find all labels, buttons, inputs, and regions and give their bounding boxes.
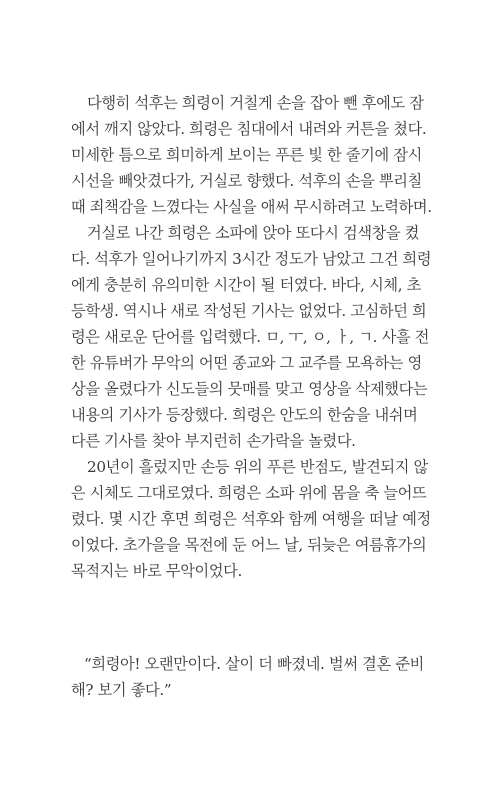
- dialogue-line-2: 해? 보기 좋다.”: [71, 681, 172, 699]
- paragraph-2-line-3: 에게 충분히 유의미한 시간이 될 터였다. 바다, 시체, 초: [71, 276, 421, 294]
- paragraph-3-line-5: 목적지는 바로 무악이었다.: [71, 562, 242, 580]
- paragraph-2-line-2: 다. 석후가 일어나기까지 3시간 정도가 남았고 그건 희령: [71, 250, 432, 268]
- paragraph-2-line-1: 거실로 나간 희령은 소파에 앉아 또다시 검색창을 켰: [87, 224, 420, 242]
- paragraph-2-line-6: 한 유튜버가 무악의 어떤 종교와 그 교주를 모욕하는 영: [71, 354, 422, 372]
- paragraph-1-line-1: 다행히 석후는 희령이 거칠게 손을 잡아 뺀 후에도 잠: [87, 94, 424, 112]
- paragraph-1-line-5: 때 죄책감을 느꼈다는 사실을 애써 무시하려고 노력하며.: [71, 198, 432, 216]
- paragraph-3-line-3: 렸다. 몇 시간 후면 희령은 석후와 함께 여행을 떠날 예정: [71, 510, 431, 528]
- paragraph-2-line-5: 령은 새로운 단어를 입력했다. ㅁ, ㅜ, ㅇ, ㅏ, ㄱ. 사흘 전: [71, 328, 430, 346]
- paragraph-2-line-4: 등학생. 역시나 새로 작성된 기사는 없었다. 고심하던 희: [71, 302, 427, 320]
- paragraph-2-line-9: 다른 기사를 찾아 부지런히 손가락을 놀렸다.: [71, 432, 356, 450]
- paragraph-3-line-4: 이었다. 초가을을 목전에 둔 어느 날, 뒤늦은 여름휴가의: [71, 536, 427, 554]
- dialogue-line-1: “희령아! 오랜만이다. 살이 더 빠졌네. 벌써 결혼 준비: [84, 655, 424, 673]
- paragraph-2-line-7: 상을 올렸다가 신도들의 뭇매를 맞고 영상을 삭제했다는: [71, 380, 428, 398]
- paragraph-2-line-8: 내용의 기사가 등장했다. 희령은 안도의 한숨을 내쉬며: [71, 406, 418, 424]
- paragraph-3-line-1: 20년이 흘렀지만 손등 위의 푸른 반점도, 발견되지 않: [87, 458, 428, 476]
- paragraph-1-line-3: 미세한 틈으로 희미하게 보이는 푸른 빛 한 줄기에 잠시: [71, 146, 422, 164]
- paragraph-3-line-2: 은 시체도 그대로였다. 희령은 소파 위에 몸을 축 늘어뜨: [71, 484, 427, 502]
- paragraph-1-line-4: 시선을 빼앗겼다가, 거실로 향했다. 석후의 손을 뿌리칠: [71, 172, 422, 190]
- paragraph-1-line-2: 에서 깨지 않았다. 희령은 침대에서 내려와 커튼을 쳤다.: [71, 120, 427, 138]
